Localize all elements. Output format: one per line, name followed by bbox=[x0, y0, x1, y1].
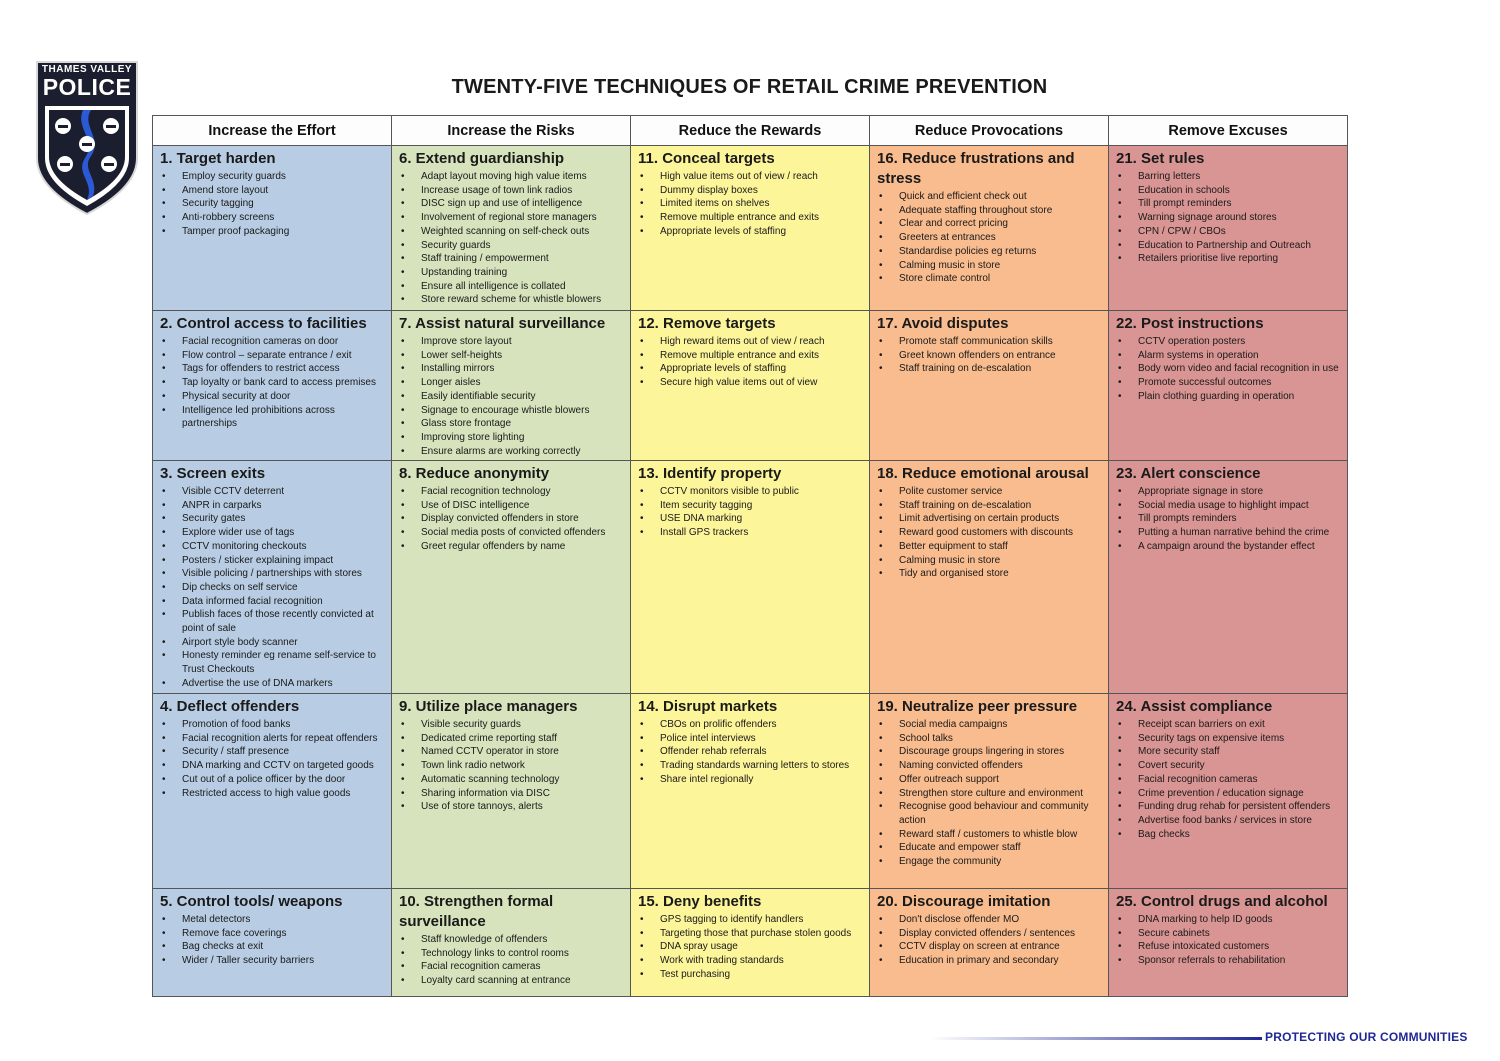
list-item: • Remove multiple entrance and exits bbox=[638, 211, 864, 225]
list-item: • Share intel regionally bbox=[638, 773, 864, 787]
technique-list bbox=[1116, 335, 1342, 404]
list-item: • CCTV monitors visible to public bbox=[638, 485, 864, 499]
list-item: • Bag checks bbox=[1116, 828, 1342, 842]
list-item: • Tamper proof packaging bbox=[160, 225, 386, 239]
list-item: • Ensure all intelligence is collated bbox=[399, 280, 625, 294]
list-item: • Limited items on shelves bbox=[638, 197, 864, 211]
list-item: • Promote staff communication skills bbox=[877, 335, 1103, 349]
technique-cell bbox=[153, 889, 392, 997]
list-item: • Targeting those that purchase stolen goods bbox=[638, 927, 864, 941]
column-header: Reduce the Rewards bbox=[631, 116, 870, 146]
list-item: • GPS tagging to identify handlers bbox=[638, 913, 864, 927]
technique-title: 1. Target harden bbox=[160, 150, 276, 167]
list-item: • Secure high value items out of view bbox=[638, 376, 864, 390]
technique-list bbox=[1116, 485, 1342, 554]
technique-cell bbox=[631, 889, 870, 997]
list-item: • DNA marking and CCTV on targeted goods bbox=[160, 759, 386, 773]
list-item: • Flow control – separate entrance / exit bbox=[160, 349, 386, 363]
technique-title: 5. Control tools/ weapons bbox=[160, 893, 343, 910]
list-item: • Installing mirrors bbox=[399, 362, 625, 376]
technique-title: 21. Set rules bbox=[1116, 150, 1205, 167]
list-item: • Alarm systems in operation bbox=[1116, 349, 1342, 363]
list-item: • Security tags on expensive items bbox=[1116, 732, 1342, 746]
list-item: • Lower self-heights bbox=[399, 349, 625, 363]
list-item: • Sharing information via DISC bbox=[399, 787, 625, 801]
column-header: Remove Excuses bbox=[1109, 116, 1348, 146]
list-item: • Tidy and organised store bbox=[877, 567, 1103, 581]
list-item: • Staff training on de-escalation bbox=[877, 362, 1103, 376]
list-item: • Social media campaigns bbox=[877, 718, 1103, 732]
list-item: • Item security tagging bbox=[638, 499, 864, 513]
list-item: • Appropriate levels of staffing bbox=[638, 362, 864, 376]
list-item: • CBOs on prolific offenders bbox=[638, 718, 864, 732]
technique-cell bbox=[392, 889, 631, 997]
list-item: • DISC sign up and use of intelligence bbox=[399, 197, 625, 211]
technique-title: 12. Remove targets bbox=[638, 315, 776, 332]
list-item: • Visible CCTV deterrent bbox=[160, 485, 386, 499]
list-item: • Staff training / empowerment bbox=[399, 252, 625, 266]
technique-list bbox=[399, 933, 625, 988]
list-item: • DNA spray usage bbox=[638, 940, 864, 954]
list-item: • Longer aisles bbox=[399, 376, 625, 390]
list-item: • Greet regular offenders by name bbox=[399, 540, 625, 554]
technique-cell bbox=[153, 461, 392, 694]
list-item: • Store climate control bbox=[877, 272, 1103, 286]
technique-title: 22. Post instructions bbox=[1116, 315, 1264, 332]
list-item: • Improve store layout bbox=[399, 335, 625, 349]
technique-title: 4. Deflect offenders bbox=[160, 698, 300, 715]
list-item: • Offender rehab referrals bbox=[638, 745, 864, 759]
technique-list bbox=[160, 913, 386, 968]
list-item: • Calming music in store bbox=[877, 259, 1103, 273]
list-item: • Adequate staffing throughout store bbox=[877, 204, 1103, 218]
technique-list bbox=[638, 718, 864, 787]
list-item: • Appropriate signage in store bbox=[1116, 485, 1342, 499]
technique-title: 14. Disrupt markets bbox=[638, 698, 778, 715]
technique-title: 3. Screen exits bbox=[160, 465, 266, 482]
list-item: • Data informed facial recognition bbox=[160, 595, 386, 609]
technique-title: 15. Deny benefits bbox=[638, 893, 762, 910]
list-item: • Use of store tannoys, alerts bbox=[399, 800, 625, 814]
list-item: • Explore wider use of tags bbox=[160, 526, 386, 540]
list-item: • Offer outreach support bbox=[877, 773, 1103, 787]
technique-title: 25. Control drugs and alcohol bbox=[1116, 893, 1328, 910]
list-item: • Facial recognition alerts for repeat offenders bbox=[160, 732, 386, 746]
list-item: • Limit advertising on certain products bbox=[877, 512, 1103, 526]
list-item: • Publish faces of those recently convicted at point of sale bbox=[160, 608, 386, 635]
list-item: • DNA marking to help ID goods bbox=[1116, 913, 1342, 927]
list-item: • Remove multiple entrance and exits bbox=[638, 349, 864, 363]
list-item: • Tap loyalty or bank card to access premises bbox=[160, 376, 386, 390]
list-item: • Social media posts of convicted offenders bbox=[399, 526, 625, 540]
technique-cell bbox=[1109, 146, 1348, 311]
list-item: • Engage the community bbox=[877, 855, 1103, 869]
list-item: • Signage to encourage whistle blowers bbox=[399, 404, 625, 418]
technique-cell bbox=[870, 311, 1109, 461]
footer-divider bbox=[930, 1037, 1262, 1040]
list-item: • Reward staff / customers to whistle blow bbox=[877, 828, 1103, 842]
list-item: • Retailers prioritise live reporting bbox=[1116, 252, 1342, 266]
list-item: • Store reward scheme for whistle blowers bbox=[399, 293, 625, 307]
technique-title: 24. Assist compliance bbox=[1116, 698, 1273, 715]
list-item: • School talks bbox=[877, 732, 1103, 746]
list-item: • Quick and efficient check out bbox=[877, 190, 1103, 204]
technique-list bbox=[1116, 913, 1342, 968]
technique-cell bbox=[392, 146, 631, 311]
list-item: • Metal detectors bbox=[160, 913, 386, 927]
list-item: • ANPR in carparks bbox=[160, 499, 386, 513]
list-item: • Remove face coverings bbox=[160, 927, 386, 941]
list-item: • Automatic scanning technology bbox=[399, 773, 625, 787]
list-item: • Appropriate levels of staffing bbox=[638, 225, 864, 239]
technique-list bbox=[638, 170, 864, 239]
list-item: • Bag checks at exit bbox=[160, 940, 386, 954]
list-item: • Strengthen store culture and environment bbox=[877, 787, 1103, 801]
technique-cell bbox=[870, 694, 1109, 889]
list-item: • Educate and empower staff bbox=[877, 841, 1103, 855]
technique-cell bbox=[631, 311, 870, 461]
technique-title: 23. Alert conscience bbox=[1116, 465, 1261, 482]
list-item: • High value items out of view / reach bbox=[638, 170, 864, 184]
technique-title: 9. Utilize place managers bbox=[399, 698, 578, 715]
technique-cell bbox=[1109, 461, 1348, 694]
list-item: • Anti-robbery screens bbox=[160, 211, 386, 225]
list-item: • Loyalty card scanning at entrance bbox=[399, 974, 625, 988]
technique-title: 2. Control access to facilities bbox=[160, 315, 367, 332]
list-item: • Education in schools bbox=[1116, 184, 1342, 198]
list-item: • Funding drug rehab for persistent offenders bbox=[1116, 800, 1342, 814]
list-item: • Security gates bbox=[160, 512, 386, 526]
list-item: • Plain clothing guarding in operation bbox=[1116, 390, 1342, 404]
list-item: • Social media usage to highlight impact bbox=[1116, 499, 1342, 513]
list-item: • Tags for offenders to restrict access bbox=[160, 362, 386, 376]
list-item: • Physical security at door bbox=[160, 390, 386, 404]
list-item: • Involvement of regional store managers bbox=[399, 211, 625, 225]
list-item: • Crime prevention / education signage bbox=[1116, 787, 1342, 801]
technique-list bbox=[877, 485, 1103, 581]
column-header: Reduce Provocations bbox=[870, 116, 1109, 146]
list-item: • Clear and correct pricing bbox=[877, 217, 1103, 231]
list-item: • Receipt scan barriers on exit bbox=[1116, 718, 1342, 732]
list-item: • High reward items out of view / reach bbox=[638, 335, 864, 349]
technique-title: 11. Conceal targets bbox=[638, 150, 775, 167]
list-item: • Advertise food banks / services in store bbox=[1116, 814, 1342, 828]
technique-cell bbox=[153, 694, 392, 889]
list-item: • Airport style body scanner bbox=[160, 636, 386, 650]
list-item: • Trading standards warning letters to stores bbox=[638, 759, 864, 773]
technique-list bbox=[160, 335, 386, 431]
technique-title: 6. Extend guardianship bbox=[399, 150, 565, 167]
list-item: • Secure cabinets bbox=[1116, 927, 1342, 941]
list-item: • Technology links to control rooms bbox=[399, 947, 625, 961]
list-item: • Polite customer service bbox=[877, 485, 1103, 499]
technique-cell bbox=[631, 146, 870, 311]
technique-title: 10. Strengthen formal surveillance bbox=[399, 893, 554, 930]
technique-cell bbox=[1109, 694, 1348, 889]
technique-cell bbox=[153, 146, 392, 311]
list-item: • Sponsor referrals to rehabilitation bbox=[1116, 954, 1342, 968]
list-item: • Advertise the use of DNA markers bbox=[160, 677, 386, 691]
list-item: • Dip checks on self service bbox=[160, 581, 386, 595]
list-item: • CCTV display on screen at entrance bbox=[877, 940, 1103, 954]
list-item: • Discourage groups lingering in stores bbox=[877, 745, 1103, 759]
technique-title: 17. Avoid disputes bbox=[877, 315, 1009, 332]
list-item: • Restricted access to high value goods bbox=[160, 787, 386, 801]
list-item: • Promote successful outcomes bbox=[1116, 376, 1342, 390]
list-item: • Education in primary and secondary bbox=[877, 954, 1103, 968]
technique-title: 18. Reduce emotional arousal bbox=[877, 465, 1089, 482]
list-item: • Work with trading standards bbox=[638, 954, 864, 968]
list-item: • Staff knowledge of offenders bbox=[399, 933, 625, 947]
list-item: • Glass store frontage bbox=[399, 417, 625, 431]
list-item: • Security guards bbox=[399, 239, 625, 253]
list-item: • Honesty reminder eg rename self-service to Trust Checkouts bbox=[160, 649, 386, 676]
list-item: • A campaign around the bystander effect bbox=[1116, 540, 1342, 554]
list-item: • Promotion of food banks bbox=[160, 718, 386, 732]
list-item: • Visible security guards bbox=[399, 718, 625, 732]
technique-list bbox=[399, 485, 625, 554]
technique-cell bbox=[1109, 311, 1348, 461]
logo-police-wordmark: POLICE bbox=[42, 74, 132, 100]
technique-list bbox=[399, 170, 625, 307]
list-item: • Ensure alarms are working correctly bbox=[399, 445, 625, 459]
technique-cell bbox=[870, 889, 1109, 997]
list-item: • Till prompt reminders bbox=[1116, 197, 1342, 211]
logo-force-name: THAMES VALLEY bbox=[41, 64, 133, 75]
techniques-table bbox=[152, 115, 1348, 997]
list-item: • Barring letters bbox=[1116, 170, 1342, 184]
list-item: • Facial recognition technology bbox=[399, 485, 625, 499]
technique-list bbox=[399, 718, 625, 814]
list-item: • Display convicted offenders in store bbox=[399, 512, 625, 526]
list-item: • Dummy display boxes bbox=[638, 184, 864, 198]
list-item: • Display convicted offenders / sentences bbox=[877, 927, 1103, 941]
list-item: • Use of DISC intelligence bbox=[399, 499, 625, 513]
list-item: • Staff training on de-escalation bbox=[877, 499, 1103, 513]
list-item: • CPN / CPW / CBOs bbox=[1116, 225, 1342, 239]
technique-list bbox=[160, 485, 386, 691]
list-item: • Facial recognition cameras on door bbox=[160, 335, 386, 349]
list-item: • Putting a human narrative behind the crime bbox=[1116, 526, 1342, 540]
technique-cell bbox=[392, 694, 631, 889]
technique-cell bbox=[870, 146, 1109, 311]
technique-cell bbox=[392, 311, 631, 461]
technique-cell bbox=[153, 311, 392, 461]
list-item: • Security tagging bbox=[160, 197, 386, 211]
list-item: • Naming convicted offenders bbox=[877, 759, 1103, 773]
technique-list bbox=[877, 335, 1103, 376]
list-item: • Intelligence led prohibitions across partnerships bbox=[160, 404, 386, 431]
technique-list bbox=[638, 335, 864, 390]
list-item: • CCTV monitoring checkouts bbox=[160, 540, 386, 554]
technique-list bbox=[877, 190, 1103, 286]
technique-title: 7. Assist natural surveillance bbox=[399, 315, 606, 332]
technique-cell bbox=[1109, 889, 1348, 997]
technique-list bbox=[638, 485, 864, 540]
technique-cell bbox=[631, 461, 870, 694]
list-item: • Test purchasing bbox=[638, 968, 864, 982]
list-item: • Refuse intoxicated customers bbox=[1116, 940, 1342, 954]
technique-list bbox=[877, 913, 1103, 968]
list-item: • Employ security guards bbox=[160, 170, 386, 184]
footer-tagline: PROTECTING OUR COMMUNITIES bbox=[1265, 1030, 1468, 1044]
list-item: • Reward good customers with discounts bbox=[877, 526, 1103, 540]
list-item: • Named CCTV operator in store bbox=[399, 745, 625, 759]
list-item: • Recognise good behaviour and community action bbox=[877, 800, 1103, 827]
technique-cell bbox=[870, 461, 1109, 694]
list-item: • Wider / Taller security barriers bbox=[160, 954, 386, 968]
list-item: • More security staff bbox=[1116, 745, 1342, 759]
technique-list bbox=[399, 335, 625, 458]
list-item: • Adapt layout moving high value items bbox=[399, 170, 625, 184]
list-item: • USE DNA marking bbox=[638, 512, 864, 526]
list-item: • Cut out of a police officer by the door bbox=[160, 773, 386, 787]
list-item: • Education to Partnership and Outreach bbox=[1116, 239, 1342, 253]
list-item: • Easily identifiable security bbox=[399, 390, 625, 404]
list-item: • Facial recognition cameras bbox=[1116, 773, 1342, 787]
list-item: • Town link radio network bbox=[399, 759, 625, 773]
technique-list bbox=[1116, 170, 1342, 266]
list-item: • Dedicated crime reporting staff bbox=[399, 732, 625, 746]
list-item: • Calming music in store bbox=[877, 554, 1103, 568]
column-header: Increase the Risks bbox=[392, 116, 631, 146]
list-item: • Facial recognition cameras bbox=[399, 960, 625, 974]
technique-cell bbox=[631, 694, 870, 889]
list-item: • Don't disclose offender MO bbox=[877, 913, 1103, 927]
list-item: • Standardise policies eg returns bbox=[877, 245, 1103, 259]
technique-list bbox=[1116, 718, 1342, 841]
technique-list bbox=[160, 718, 386, 800]
list-item: • Better equipment to staff bbox=[877, 540, 1103, 554]
list-item: • Install GPS trackers bbox=[638, 526, 864, 540]
technique-title: 13. Identify property bbox=[638, 465, 782, 482]
technique-list bbox=[877, 718, 1103, 869]
list-item: • Greeters at entrances bbox=[877, 231, 1103, 245]
list-item: • Weighted scanning on self-check outs bbox=[399, 225, 625, 239]
list-item: • CCTV operation posters bbox=[1116, 335, 1342, 349]
list-item: • Till prompts reminders bbox=[1116, 512, 1342, 526]
list-item: • Police intel interviews bbox=[638, 732, 864, 746]
technique-list bbox=[160, 170, 386, 239]
technique-title: 19. Neutralize peer pressure bbox=[877, 698, 1078, 715]
list-item: • Greet known offenders on entrance bbox=[877, 349, 1103, 363]
list-item: • Improving store lighting bbox=[399, 431, 625, 445]
list-item: • Amend store layout bbox=[160, 184, 386, 198]
technique-list bbox=[638, 913, 864, 982]
list-item: • Body worn video and facial recognition in use bbox=[1116, 362, 1342, 376]
technique-title: 8. Reduce anonymity bbox=[399, 465, 550, 482]
technique-cell bbox=[392, 461, 631, 694]
list-item: • Upstanding training bbox=[399, 266, 625, 280]
technique-title: 16. Reduce frustrations and stress bbox=[877, 150, 1075, 187]
technique-title: 20. Discourage imitation bbox=[877, 893, 1051, 910]
column-header: Increase the Effort bbox=[153, 116, 392, 146]
list-item: • Visible policing / partnerships with stores bbox=[160, 567, 386, 581]
list-item: • Posters / sticker explaining impact bbox=[160, 554, 386, 568]
list-item: • Covert security bbox=[1116, 759, 1342, 773]
list-item: • Warning signage around stores bbox=[1116, 211, 1342, 225]
page-title: TWENTY-FIVE TECHNIQUES OF RETAIL CRIME PREVENTION bbox=[451, 76, 1048, 98]
list-item: • Security / staff presence bbox=[160, 745, 386, 759]
list-item: • Increase usage of town link radios bbox=[399, 184, 625, 198]
